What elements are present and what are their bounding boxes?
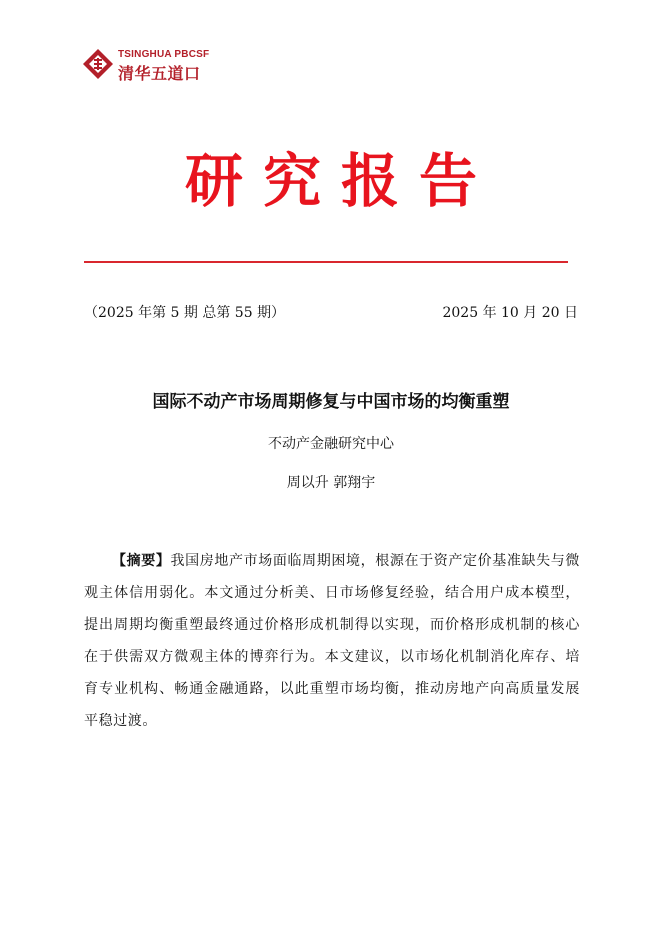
publication-date: 2025 年 10 月 20 日 [442,305,578,321]
logo-chinese-text: 清华五道口 [118,64,201,83]
tsinghua-pbcsf-emblem-icon [82,48,114,80]
issue-number: （2025 年第 5 期 总第 55 期） [84,305,286,321]
abstract [84,545,580,737]
research-center: 不动产金融研究中心 [268,436,394,452]
report-title: 研究报告 [184,147,497,215]
authors: 周以升 郭翔宇 [286,475,376,491]
article-title: 国际不动产市场周期修复与中国市场的均衡重塑 [152,392,510,412]
header-divider [84,261,568,263]
abstract-label: 【摘要】 [112,553,171,569]
pbcsf-logo [82,48,242,82]
logo-english-text: TSINGHUA PBCSF [118,49,210,60]
abstract-text: 我国房地产市场面临周期困境，根源在于资产定价基准缺失与微观主体信用弱化。本文通过分析美、日市场修复经验，结合用户成本模型，提出周期均衡重塑最终通过价格形成机制得以实现，而价格形成机制的核心在于供需双方微观主体的博弈行为。本文建议，以市场化机制消化库存、培育专业机构、畅通金融通路，以此重塑市场均衡，推动房地产向高质量发展平稳过渡。 [84,553,580,729]
